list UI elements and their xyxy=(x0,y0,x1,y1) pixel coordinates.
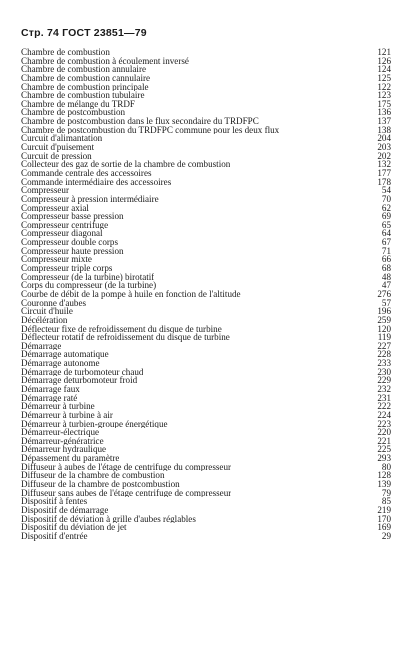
entry-page-number: 137 xyxy=(377,116,391,127)
entry-term: Diffuseur de la chambre de postcombustion xyxy=(21,480,180,489)
entry-page-number: 79 xyxy=(381,487,391,498)
entry-term: Démarrage de turbomoteur chaud xyxy=(21,367,144,377)
index-entry xyxy=(21,411,391,420)
entry-page-number: 232 xyxy=(377,383,391,394)
entry-term: Démarrage autonome xyxy=(21,359,100,368)
entry-term: Chambre de combustion xyxy=(21,48,110,57)
index-entry xyxy=(21,402,391,411)
index-entry xyxy=(21,108,391,117)
index-entry xyxy=(21,178,391,187)
entry-term: Curcuit d'alimantation xyxy=(21,134,103,144)
index-entry xyxy=(21,264,391,273)
entry-page-number: 65 xyxy=(381,219,391,230)
entry-term: Déflecteur rotatif de refroidissement du disque de turbine xyxy=(21,333,230,342)
entry-term: Compresseur (de la turbine) birotatif xyxy=(21,272,155,282)
index-entry xyxy=(21,152,391,161)
entry-page-number: 120 xyxy=(377,323,391,334)
entry-page-number: 203 xyxy=(377,142,391,153)
entry-page-number: 66 xyxy=(381,254,391,265)
index-entry xyxy=(21,420,391,429)
index-entry xyxy=(21,100,391,109)
entry-page-number: 48 xyxy=(381,271,391,282)
entry-page-number: 231 xyxy=(377,392,391,403)
index-entry xyxy=(21,281,391,290)
index-entry xyxy=(21,57,391,66)
entry-page-number: 54 xyxy=(381,185,391,196)
entry-page-number: 85 xyxy=(381,496,391,507)
entry-page-number: 121 xyxy=(377,47,391,57)
index-entry xyxy=(21,506,391,515)
index-entry xyxy=(21,532,391,541)
entry-page-number: 196 xyxy=(377,306,391,317)
entry-page-number: 202 xyxy=(377,150,391,161)
entry-page-number: 64 xyxy=(381,228,391,239)
entry-page-number: 233 xyxy=(377,358,391,369)
entry-term: Compresseur diagonal xyxy=(21,229,103,239)
entry-term: Dispositif de déviation à grille d'aubes réglables xyxy=(21,514,196,524)
entry-page-number: 124 xyxy=(377,64,391,75)
index-entry xyxy=(21,247,391,256)
index-entry xyxy=(21,445,391,454)
index-entry xyxy=(21,273,391,282)
index-list xyxy=(21,48,391,541)
index-entry xyxy=(21,238,391,247)
index-entry xyxy=(21,195,391,204)
index-entry xyxy=(21,83,391,92)
entry-page-number: 276 xyxy=(377,288,391,299)
index-entry xyxy=(21,255,391,264)
entry-term: Dépassement du paramètre xyxy=(21,454,120,463)
index-entry xyxy=(21,221,391,230)
index-entry xyxy=(21,394,391,403)
entry-term: Démarreur à turbien-groupe énergétique xyxy=(21,419,168,429)
entry-page-number: 132 xyxy=(377,159,391,170)
index-entry xyxy=(21,385,391,394)
entry-page-number: 138 xyxy=(377,124,391,135)
index-entry xyxy=(21,91,391,100)
entry-page-number: 221 xyxy=(377,435,391,446)
entry-page-number: 222 xyxy=(377,401,391,412)
entry-page-number: 119 xyxy=(377,332,391,343)
entry-term: Dispositif à fentes xyxy=(21,497,88,506)
entry-page-number: 68 xyxy=(381,263,391,274)
entry-page-number: 70 xyxy=(381,193,391,204)
entry-term: Compresseur double corps xyxy=(21,238,118,247)
entry-page-number: 228 xyxy=(377,349,391,360)
entry-page-number: 225 xyxy=(377,444,391,455)
entry-term: Démarrage deturbomoteur froid xyxy=(21,376,138,385)
entry-page-number: 71 xyxy=(381,245,391,256)
index-entry xyxy=(21,65,391,74)
entry-page-number: 123 xyxy=(377,90,391,101)
entry-page-number: 219 xyxy=(377,504,391,515)
entry-term: Démarrage raté xyxy=(21,393,78,403)
entry-term: Compresseur xyxy=(21,186,69,195)
entry-term: Commande intermédiaire des accessoires xyxy=(21,177,172,187)
entry-term: Chambre de combustion à écoulement inversé xyxy=(21,56,189,66)
entry-term: Dispositif du déviation de jet xyxy=(21,523,127,532)
entry-term: Démarreur hydraulique xyxy=(21,445,107,455)
entry-term: Diffuseur sans aubes de l'étage centrifuge de compresseur xyxy=(21,488,232,498)
index-entry xyxy=(21,342,391,351)
entry-term: Compresseur axial xyxy=(21,203,89,213)
entry-page-number: 229 xyxy=(377,375,391,386)
index-entry xyxy=(21,437,391,446)
entry-term: Chambre de postcombustion du TRDFPC commune pour les deux flux xyxy=(21,125,280,135)
entry-term: Curcuit de pression xyxy=(21,151,92,161)
entry-page-number: 69 xyxy=(381,211,391,222)
entry-page-number: 125 xyxy=(377,72,391,83)
entry-term: Démarrage faux xyxy=(21,384,80,394)
entry-term: Chambre de combustion cannulaire xyxy=(21,73,151,83)
entry-term: Déflecteur fixe de refroidissement du disque de turbine xyxy=(21,324,222,334)
entry-page-number: 259 xyxy=(377,314,391,325)
entry-term: Démarrage xyxy=(21,341,62,351)
index-entry xyxy=(21,523,391,532)
entry-page-number: 80 xyxy=(381,461,391,472)
index-entry xyxy=(21,299,391,308)
entry-term: Compresseur centrifuge xyxy=(21,220,109,230)
entry-term: Chambre de postcombustion xyxy=(21,108,126,118)
entry-term: Démarreur à turbine xyxy=(21,402,95,411)
entry-term: Dispositif de démarrage xyxy=(21,505,109,515)
index-entry xyxy=(21,290,391,299)
index-entry xyxy=(21,134,391,143)
index-entry xyxy=(21,497,391,506)
index-entry xyxy=(21,160,391,169)
entry-page-number: 178 xyxy=(377,176,391,187)
entry-page-number: 47 xyxy=(381,280,391,291)
entry-page-number: 223 xyxy=(377,418,391,429)
entry-page-number: 122 xyxy=(377,81,391,92)
entry-term: Collecteur des gaz de sortie de la chambre de combustion xyxy=(21,160,231,169)
index-entry xyxy=(21,169,391,178)
entry-term: Démarreur-électrique xyxy=(21,428,100,437)
index-entry xyxy=(21,307,391,316)
entry-term: Démarrage automatique xyxy=(21,350,109,360)
entry-page-number: 230 xyxy=(377,366,391,377)
entry-term: Compresseur mixte xyxy=(21,255,92,265)
entry-term: Dispositif d'entrée xyxy=(21,531,88,541)
page-header: Стр. 74 ГОСТ 23851—79 xyxy=(21,27,147,39)
entry-page-number: 175 xyxy=(377,98,391,109)
index-entry xyxy=(21,325,391,334)
index-entry xyxy=(21,515,391,524)
entry-term: Chambre de combustion principale xyxy=(21,82,149,92)
index-entry xyxy=(21,489,391,498)
entry-page-number: 220 xyxy=(377,427,391,438)
entry-term: Couronne d'aubes xyxy=(21,298,87,308)
entry-term: Compresseur basse pression xyxy=(21,212,124,221)
index-entry xyxy=(21,229,391,238)
entry-page-number: 136 xyxy=(377,107,391,118)
entry-term: Décélération xyxy=(21,315,68,325)
entry-page-number: 128 xyxy=(377,470,391,481)
index-entry xyxy=(21,463,391,472)
entry-term: Courbe de débit de la pompe à huile en fonction de l'altitude xyxy=(21,289,241,299)
entry-page-number: 227 xyxy=(377,340,391,351)
entry-page-number: 293 xyxy=(377,453,391,464)
entry-term: Circuit d'huile xyxy=(21,307,73,316)
entry-term: Diffuseur de la chambre de combustion xyxy=(21,471,165,481)
index-entry xyxy=(21,117,391,126)
entry-term: Chambre de combustion annulaire xyxy=(21,65,147,74)
entry-term: Corps du compresseur (de la turbine) xyxy=(21,281,157,290)
entry-page-number: 169 xyxy=(377,522,391,533)
index-entry xyxy=(21,204,391,213)
index-entry xyxy=(21,350,391,359)
index-entry xyxy=(21,212,391,221)
entry-page-number: 177 xyxy=(377,167,391,178)
entry-page-number: 29 xyxy=(381,530,391,541)
entry-page-number: 224 xyxy=(377,409,391,420)
entry-page-number: 62 xyxy=(381,202,391,213)
index-entry xyxy=(21,143,391,152)
entry-term: Chambre de postcombustion dans le flux secondaire du TRDFPC xyxy=(21,117,259,126)
index-entry xyxy=(21,126,391,135)
entry-term: Chambre de combustion tubulaire xyxy=(21,91,145,100)
entry-term: Curcuit d'puisement xyxy=(21,143,95,152)
entry-term: Compresseur haute pression xyxy=(21,246,124,256)
index-entry xyxy=(21,186,391,195)
entry-term: Commande centrale des accessoires xyxy=(21,168,152,178)
index-entry xyxy=(21,48,391,57)
index-entry xyxy=(21,428,391,437)
entry-term: Diffuseur à aubes de l'étage de centrifuge du compresseur xyxy=(21,462,232,472)
entry-term: Chambre de mélange du TRDF xyxy=(21,99,135,109)
entry-page-number: 57 xyxy=(381,297,391,308)
entry-page-number: 139 xyxy=(377,479,391,490)
entry-term: Démarreur-génératrice xyxy=(21,436,104,446)
entry-page-number: 170 xyxy=(377,513,391,524)
index-entry xyxy=(21,454,391,463)
index-entry xyxy=(21,471,391,480)
index-entry xyxy=(21,359,391,368)
entry-page-number: 67 xyxy=(381,237,391,248)
index-entry xyxy=(21,368,391,377)
entry-term: Démarreur à turbine à air xyxy=(21,410,113,420)
index-entry xyxy=(21,333,391,342)
entry-page-number: 126 xyxy=(377,55,391,66)
index-entry xyxy=(21,376,391,385)
entry-term: Compresseur triple corps xyxy=(21,264,113,273)
entry-term: Compresseur à pression intermédiaire xyxy=(21,194,159,204)
index-entry xyxy=(21,316,391,325)
index-entry xyxy=(21,74,391,83)
index-entry xyxy=(21,480,391,489)
entry-page-number: 204 xyxy=(377,133,391,144)
